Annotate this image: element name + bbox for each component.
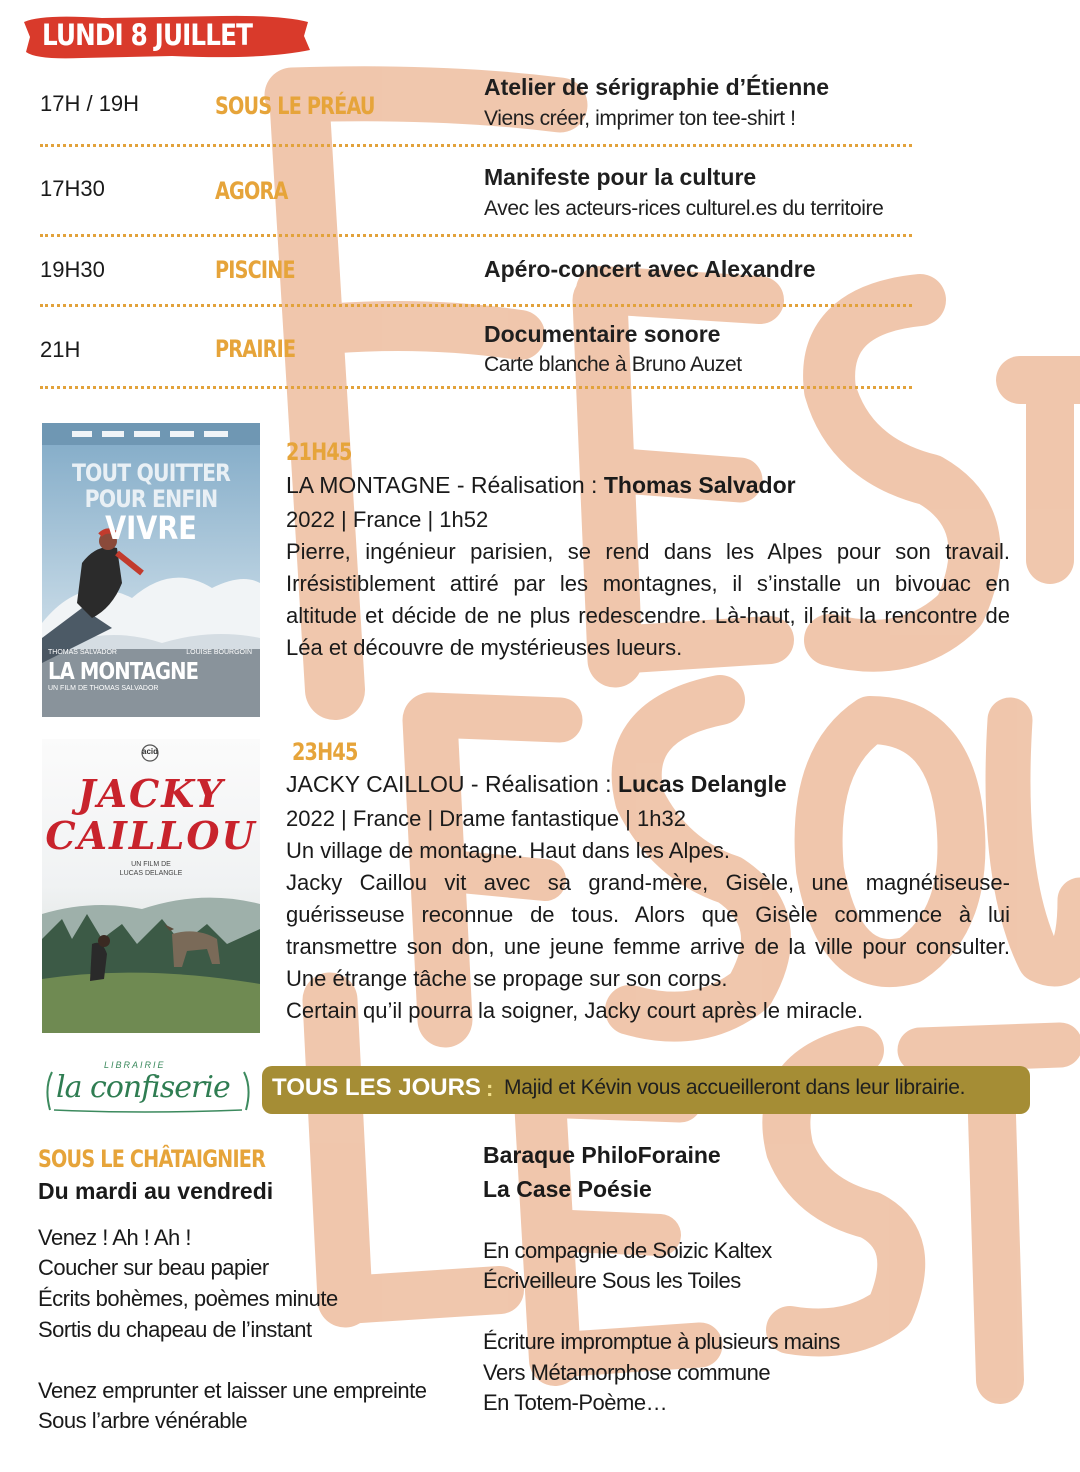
film-time: 21H45	[286, 438, 352, 466]
film-synopsis-line: Jacky Caillou vit avec sa grand-mère, Gisèle, une magnétiseuse-	[286, 870, 1010, 895]
film-synopsis-line: transmettre son don, une jeune femme arrive de la ville pour consulter.	[286, 934, 1010, 959]
poster-actor-1: THOMAS SALVADOR	[48, 649, 117, 656]
day-header	[22, 12, 312, 62]
event-time: 21H	[40, 337, 81, 362]
poster-title-1: JACKY	[77, 771, 225, 816]
event-title: Atelier de sérigraphie d’Étienne	[484, 74, 830, 100]
section-subtitle: Du mardi au vendredi	[38, 1178, 274, 1204]
film-heading	[286, 771, 787, 798]
schedule-row	[40, 321, 912, 381]
event-place: PRAIRIE	[215, 335, 296, 363]
librairie-logo	[42, 1058, 254, 1120]
event-title: Documentaire sonore	[484, 321, 721, 347]
day-title: LUNDI 8 JUILLET	[42, 18, 253, 52]
banner-text: Majid et Kévin vous accueilleront dans leur librairie.	[504, 1076, 966, 1099]
poem-line: Coucher sur beau papier	[38, 1255, 269, 1280]
event-title: Manifeste pour la culture	[484, 164, 757, 190]
film-synopsis-line: Léa et découvre de mystérieuses lueurs.	[286, 635, 683, 660]
poster-title: LA MONTAGNE	[48, 659, 199, 685]
film-synopsis-line: guérisseuse reconnue de tous. Alors que Gisèle commence à lui	[286, 902, 1010, 927]
film-director: Lucas Delangle	[617, 771, 787, 797]
poem-line: Écriveilleure Sous les Toiles	[483, 1268, 741, 1293]
dotted-divider	[40, 386, 912, 389]
event-subtitle: Avec les acteurs-rices culturel.es du territoire	[484, 197, 884, 220]
poster-credit: UN FILM DE THOMAS SALVADOR	[48, 685, 159, 692]
section-title-case-poesie: La Case Poésie	[483, 1176, 652, 1202]
banner-colon: :	[486, 1076, 494, 1101]
poem-line: Sous l’arbre vénérable	[38, 1408, 248, 1433]
logo-small-text: LIBRAIRIE	[104, 1060, 166, 1070]
poster-title-2: CAILLOU	[45, 813, 257, 858]
banner-label: TOUS LES JOURS	[272, 1074, 481, 1101]
schedule-row	[40, 256, 912, 288]
poem-line: En compagnie de Soizic Kaltex	[483, 1238, 772, 1263]
poem-line: Venez emprunter et laisser une empreinte	[38, 1378, 427, 1403]
poem-line: Écrits bohèmes, poèmes minute	[38, 1286, 338, 1311]
poem-line: Vers Métamorphose commune	[483, 1360, 771, 1385]
poster-credit-1: UN FILM DE	[131, 861, 171, 868]
event-time: 19H30	[40, 257, 105, 282]
film-poster-la-montagne	[42, 423, 260, 717]
film-synopsis-line: Une étrange tâche se propage sur son corps.	[286, 966, 728, 991]
dotted-divider	[40, 304, 912, 307]
film-time: 23H45	[292, 738, 358, 766]
film-title: LA MONTAGNE	[286, 472, 451, 498]
poster-tagline-3: VIVRE	[105, 509, 197, 547]
schedule-row	[40, 74, 912, 134]
film-title: JACKY CAILLOU	[286, 771, 465, 797]
film-heading	[286, 472, 796, 499]
poem-line: En Totem-Poème…	[483, 1390, 668, 1415]
event-place: PISCINE	[215, 256, 295, 284]
logo-name: la confiserie	[56, 1070, 230, 1105]
film-poster-jacky-caillou	[42, 739, 260, 1033]
section-title-chataignier: SOUS LE CHÂTAIGNIER	[38, 1145, 266, 1173]
film-synopsis-line: Certain qu’il pourra la soigner, Jacky court après le miracle.	[286, 998, 864, 1023]
poem-line: Écriture impromptue à plusieurs mains	[483, 1329, 840, 1354]
poster-tagline-1: TOUT QUITTER	[71, 459, 231, 487]
director-label: - Réalisation :	[450, 472, 604, 498]
event-time: 17H30	[40, 176, 105, 201]
event-subtitle: Carte blanche à Bruno Auzet	[484, 353, 742, 376]
film-meta: 2022 | France | Drame fantastique | 1h32	[286, 806, 686, 831]
event-title: Apéro-concert avec Alexandre	[484, 256, 816, 282]
event-place: AGORA	[215, 177, 288, 205]
event-subtitle: Viens créer, imprimer ton tee-shirt !	[484, 107, 796, 130]
schedule-row	[40, 164, 912, 224]
poem-line: Sortis du chapeau de l’instant	[38, 1317, 312, 1342]
film-director: Thomas Salvador	[603, 472, 796, 498]
film-synopsis-line: Pierre, ingénieur parisien, se rend dans les Alpes pour son travail.	[286, 539, 1010, 564]
section-title-baraque: Baraque PhiloForaine	[483, 1142, 721, 1168]
event-place: SOUS LE PRÉAU	[215, 92, 375, 120]
poster-tagline-2: POUR ENFIN	[84, 485, 218, 513]
director-label: - Réalisation :	[464, 771, 618, 797]
daily-banner	[262, 1066, 1030, 1114]
film-meta: 2022 | France | 1h52	[286, 507, 489, 532]
dotted-divider	[40, 144, 912, 147]
film-synopsis-line: Un village de montagne. Haut dans les Alpes.	[286, 838, 730, 863]
poster-actor-2: LOUISE BOURGOIN	[186, 649, 252, 656]
event-time: 17H / 19H	[40, 91, 140, 116]
film-synopsis-line: Irrésistiblement attiré par les montagnes, il s’installe un bivouac en	[286, 571, 1010, 596]
poster-badge: acid	[142, 747, 159, 756]
poem-line: Venez ! Ah ! Ah !	[38, 1225, 191, 1250]
dotted-divider	[40, 234, 912, 237]
film-synopsis-line: altitude et décide de ne plus redescendre. Là-haut, il fait la rencontre de	[286, 603, 1010, 628]
poster-credit-2: LUCAS DELANGLE	[119, 870, 183, 877]
